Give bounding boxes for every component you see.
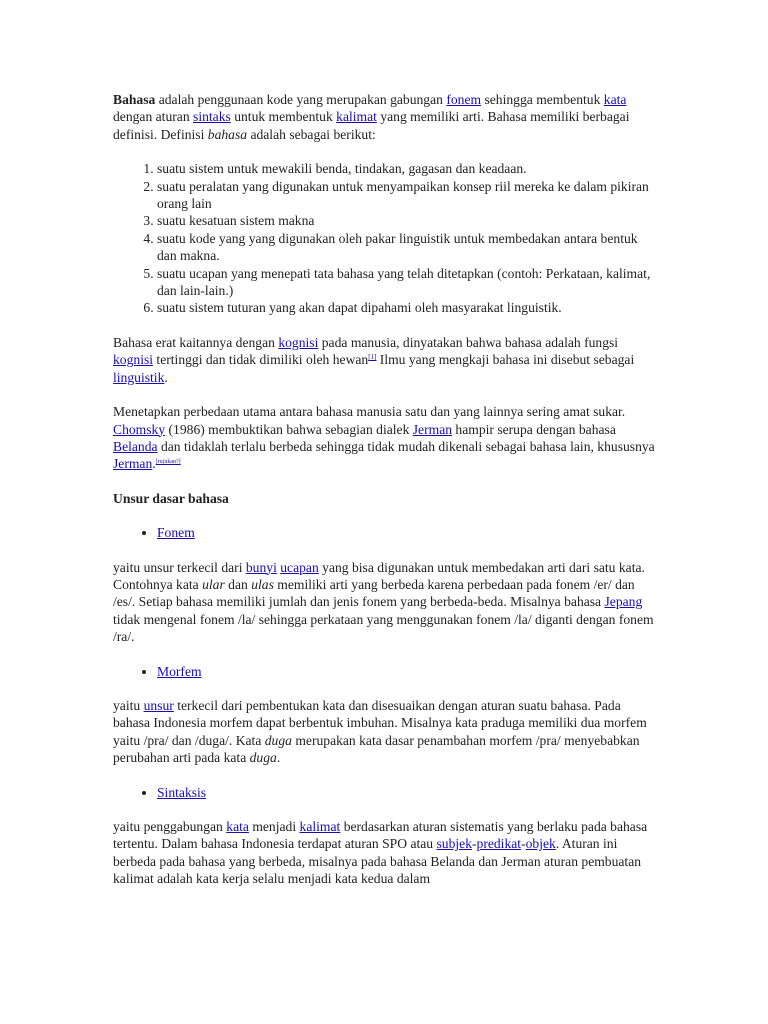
link-fonem-section[interactable]: Fonem xyxy=(157,525,195,541)
article-body xyxy=(113,91,658,905)
bullet-list-morfem xyxy=(113,663,658,680)
link-linguistik[interactable]: linguistik xyxy=(113,369,165,385)
link-morfem-section[interactable]: Morfem xyxy=(157,663,202,679)
link-belanda[interactable]: Belanda xyxy=(113,438,158,454)
link-jerman[interactable]: Jerman xyxy=(113,456,153,472)
link-fonem[interactable]: fonem xyxy=(446,92,482,107)
fonem-paragraph: yaitu unsur terkecil dari bunyi ucapan yang bisa digunakan untuk membedakan arti dari satu kata. Contohnya kata ular dan ulas memiliki arti yang berbeda karena perbedaan pada fonem /er/ dan /es/. Setiap bahasa memiliki jumlah dan jenis fonem yang berbeda-beda. Misalnya bahasa Jepang tidak mengenal fonem /la/ sehingga perkataan yang menggunakan fonem /la/ diganti dengan fonem /ra/. xyxy=(113,559,654,645)
bullet-list-sintaksis xyxy=(113,784,658,801)
definition-item: 5. suatu ucapan yang menepati tata bahasa yang telah ditetapkan (contoh: Perkataan, kalimat, dan lain-lain.) xyxy=(157,265,658,300)
link-kalimat[interactable]: kalimat xyxy=(299,819,341,834)
definition-item: 3. suatu kesatuan sistem makna xyxy=(157,212,658,229)
sintaksis-paragraph: yaitu penggabungan kata menjadi kalimat berdasarkan aturan sistematis yang berlaku pada bahasa tertentu. Dalam bahasa Indonesia terdapat aturan SPO atau subjek-predikat-objek. Aturan ini berbeda pada bahasa yang berbeda, misalnya pada bahasa Belanda dan Jerman aturan pembuatan kalimat adalah kata kerja selalu menjadi kata kedua dalam xyxy=(113,819,648,887)
link-chomsky[interactable]: Chomsky xyxy=(113,421,166,437)
link-ucapan[interactable]: ucapan xyxy=(280,559,319,575)
link-sintaksis-section[interactable]: Sintaksis xyxy=(157,784,207,800)
definition-item: 1. suatu sistem untuk mewakili benda, tindakan, gagasan dan keadaan. xyxy=(157,160,658,177)
section-heading: Unsur dasar bahasa xyxy=(113,490,229,506)
kognisi-paragraph: Bahasa erat kaitannya dengan kognisi pada manusia, dinyatakan bahwa bahasa adalah fungsi kognisi tertinggi dan tidak dimiliki oleh hewan[1] Ilmu yang mengkaji bahasa ini disebut sebagai linguistik. xyxy=(113,334,635,385)
link-subjek[interactable]: subjek xyxy=(436,836,472,852)
link-bunyi[interactable]: bunyi xyxy=(245,559,277,575)
definition-list xyxy=(113,160,658,317)
link-kognisi[interactable]: kognisi xyxy=(278,334,319,350)
link-predikat[interactable]: predikat xyxy=(476,836,522,852)
bullet-item-sintaksis xyxy=(157,784,658,801)
link-jepang[interactable]: Jepang xyxy=(604,594,643,610)
link-objek[interactable]: objek xyxy=(525,836,556,852)
citation-needed-link[interactable]: [rujukan?] xyxy=(155,459,181,466)
term-bahasa: Bahasa xyxy=(113,92,156,107)
link-jerman[interactable]: Jerman xyxy=(412,421,453,437)
link-sintaks[interactable]: sintaks xyxy=(193,109,231,125)
link-kata[interactable]: kata xyxy=(226,819,249,834)
reference-link[interactable]: [1] xyxy=(368,353,377,362)
bullet-list-fonem xyxy=(113,524,658,541)
definition-item: 4. suatu kode yang yang digunakan oleh pakar linguistik untuk membedakan antara bentuk dan makna. xyxy=(157,230,658,265)
link-kata[interactable]: kata xyxy=(603,92,627,107)
definition-item: 2. suatu peralatan yang digunakan untuk menyampaikan konsep riil mereka ke dalam pikiran orang lain xyxy=(157,178,658,213)
dialect-paragraph: Menetapkan perbedaan utama antara bahasa manusia satu dan yang lainnya sering amat sukar. Chomsky (1986) membuktikan bahwa sebagian dialek Jerman hampir serupa dengan bahasa Belanda dan tidaklah terlalu berbeda sehingga tidak mudah dikenali sebagai bahasa lain, khususnya Jerman.[rujukan?] xyxy=(113,404,655,472)
link-unsur[interactable]: unsur xyxy=(143,697,174,713)
bullet-item-fonem xyxy=(157,524,658,541)
definition-item: 6. suatu sistem tuturan yang akan dapat dipahami oleh masyarakat linguistik. xyxy=(157,299,658,316)
bullet-item-morfem xyxy=(157,663,658,680)
morfem-paragraph: yaitu unsur terkecil dari pembentukan kata dan disesuaikan dengan aturan suatu bahasa. Pada bahasa Indonesia morfem dapat berbentuk imbuhan. Misalnya kata praduga memiliki dua morfem yaitu /pra/ dan /duga/. Kata duga merupakan kata dasar penambahan morfem /pra/ menyebabkan perubahan arti pada kata duga. xyxy=(113,697,647,766)
link-kalimat[interactable]: kalimat xyxy=(336,109,377,125)
link-kognisi[interactable]: kognisi xyxy=(113,352,154,368)
intro-paragraph: Bahasa adalah penggunaan kode yang merupakan gabungan fonem sehingga membentuk kata dengan aturan sintaks untuk membentuk kalimat yang memiliki arti. Bahasa memiliki berbagai definisi. Definisi bahasa adalah sebagai berikut: xyxy=(113,92,630,142)
